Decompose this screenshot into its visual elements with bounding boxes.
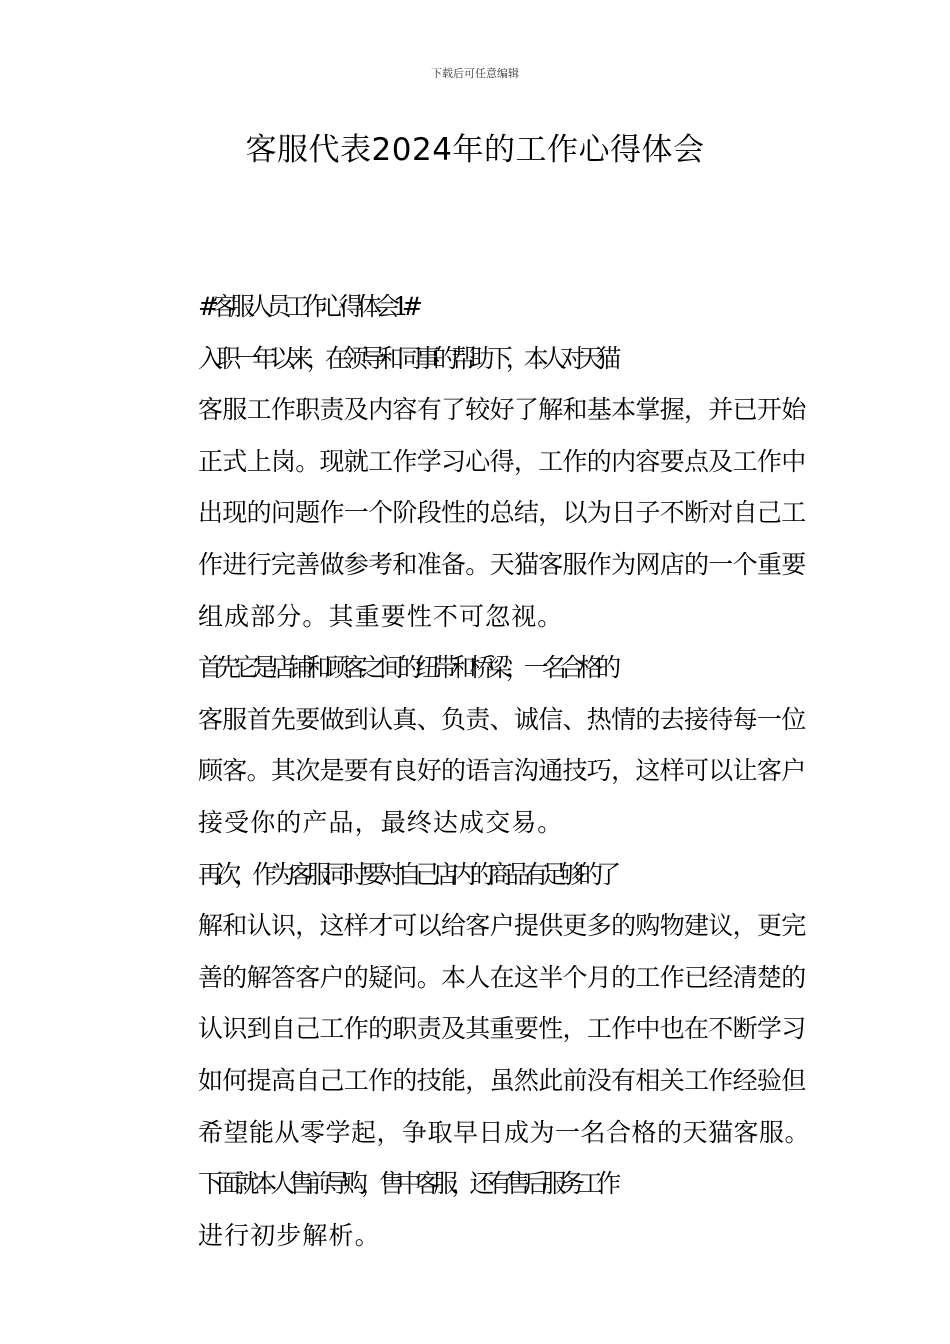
text-line: 希望能从零学起，争取早日成为一名合格的天猫客服。: [198, 1117, 811, 1147]
text-line: 组成部分。其重要性不可忽视。: [198, 601, 564, 631]
document-title: 客服代表2024年的工作心得体会: [245, 132, 705, 168]
section-heading: [146, 281, 810, 333]
document-body: [146, 281, 810, 1261]
text-line: 进行初步解析。: [198, 1220, 381, 1250]
text-line: 解和认识，这样才可以给客户提供更多的购物建议，更完: [198, 911, 806, 941]
text-line: 正式上岗。现就工作学习心得，工作的内容要点及工作中: [198, 446, 806, 476]
text-line: #客服人员工作心得体会1#: [198, 292, 417, 321]
text-line: 作进行完善做参考和准备。天猫客服作为网店的一个重要: [198, 549, 806, 579]
text-line: 顾客。其次是要有良好的语言沟通技巧，这样可以让客户: [198, 756, 806, 786]
text-line: 认识到自己工作的职责及其重要性，工作中也在不断学习: [198, 1014, 806, 1044]
text-line: 客服工作职责及内容有了较好了解和基本掌握，并已开始: [198, 395, 806, 425]
text-line: 如何提高自己工作的技能，虽然此前没有相关工作经验但: [198, 1065, 806, 1095]
paragraph-2: [146, 642, 810, 848]
text-line: 客服首先要做到认真、负责、诚信、热情的去接待每一位: [198, 704, 806, 734]
paragraph-1: [146, 333, 810, 643]
text-line: 出现的问题作一个阶段性的总结，以为日子不断对自己工: [198, 498, 806, 528]
paragraph-4: [146, 1158, 810, 1261]
text-line: 接受你的产品，最终达成交易。: [198, 807, 564, 837]
paragraph-3: [146, 849, 810, 1159]
text-line: 入职一年以来，在领导和同事的帮助下，本人对天猫: [198, 343, 615, 373]
text-line: 首先它是店铺和顾客之间的纽带和桥梁，一名合格的: [198, 653, 615, 683]
text-line: 善的解答客户的疑问。本人在这半个月的工作已经清楚的: [198, 962, 806, 992]
text-line: 再次，作为客服同时要对自己店内的商品有足够的了: [198, 859, 615, 889]
text-line: 下面就本人售前导购，售中客服，还有售后服务工作: [198, 1169, 615, 1199]
header-note: 下载后可任意编辑: [431, 67, 519, 80]
